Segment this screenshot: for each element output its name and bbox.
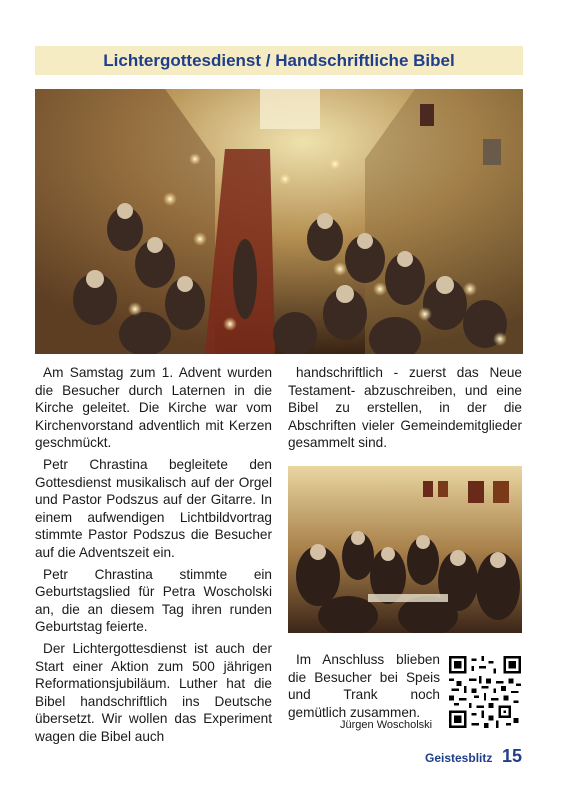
paragraph-continuation: handschriftlich - zuerst das Neue Testament- abzuschreiben, und eine Bibel zu erstellen, in der die Abschriften vieler Gemeindemitglieder gesammelt sind. [288, 365, 522, 451]
main-photo [35, 89, 523, 354]
paragraph-3: Petr Chrastina stimmte ein Geburtstagslied für Petra Woscholski an, die an diesem Tag ihren runden Geburtstag feierte. [35, 566, 272, 635]
left-text-column [35, 364, 272, 749]
closing-paragraph: Im Anschluss blieben die Besucher bei Speis und Trank noch gemütlich zusammen. [288, 652, 440, 720]
paragraph-2: Petr Chrastina begleitete den Gottesdienst musikalisch auf der Orgel und Pastor Podszus auf der Gitarre. In einem aufwendigen Lichtbildvortrag stimmte Pastor Podszus die Besucher auf die Adventszeit ein. [35, 456, 272, 560]
right-text-column [288, 364, 522, 456]
second-photo [288, 466, 522, 633]
paragraph-4: Der Lichtergottesdienst ist auch der Start einer Aktion zum 500 jährigen Reformationsjubiläum. Luther hat die Bibel handschriftlich ins Deutsche übersetzt. Wir wollen das Experiment wagen die Bibel auch [35, 640, 272, 744]
qr-code [449, 656, 521, 728]
page-title: Lichtergottesdienst / Handschriftliche Bibel [103, 51, 455, 70]
page-number: 15 [502, 746, 523, 766]
paragraph-1: Am Samstag zum 1. Advent wurden die Besucher durch Laternen in die Kirche geleitet. Die Kirche war vom Kirchenvorstand adventlich mit Kerzen geschmückt. [35, 365, 272, 451]
author-name: Jürgen Woscholski [340, 719, 433, 731]
closing-text [288, 651, 440, 721]
footer-magazine-name: Geistesblitz [425, 751, 493, 765]
